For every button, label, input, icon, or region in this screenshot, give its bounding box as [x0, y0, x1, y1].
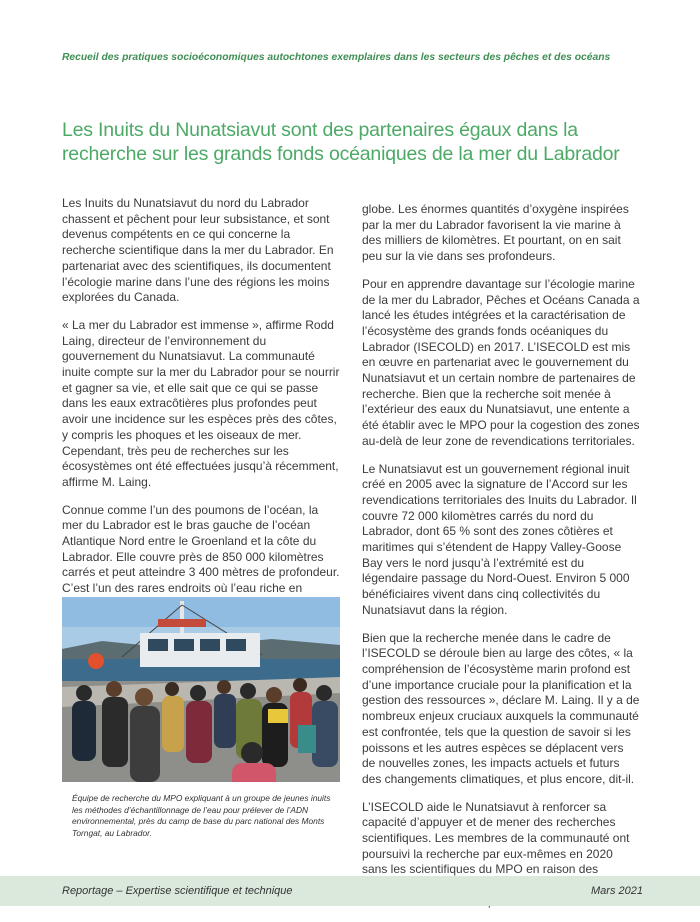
- paragraph: Le Nunatsiavut est un gouvernement régional inuit créé en 2005 avec la signature de l’Accord sur les revendications territoriales des Inuits du Labrador. Il couvre 72 000 kilomètres carrés du nord du Labrador, dont 65 % sont des zones côtières et maritimes qui s’étendent de Happy Valley-Goose Bay vers le nord jusqu’à l’extrémité est du légendaire passage du Nord-Ouest. Environ 5 000 bénéficiaires vivent dans cinq collectivités du Nunatsiavut dans la région.: [362, 461, 637, 617]
- paragraph: Bien que la recherche menée dans le cadre de l’ISECOLD se déroule bien au large des côtes, « la compréhension de l’écosystème marin profond est d’une importance cruciale pour la planification et la gestion des ressources », déclare M. Laing. Il y a de nombreux enjeux cruciaux auxquels la communauté est confrontée, tels que la question de savoir si les poissons et les autres espèces se déplacent vers de nouvelles zones, les impacts actuels et futurs des changements climatiques, et plus encore, dit-il.: [362, 630, 640, 786]
- paragraph: L’ISECOLD aide le Nunatsiavut à renforcer sa capacité d’appuyer et de mener des recherches scientifiques. Les membres de la communauté ont poursuivi la recherche par eux-mêmes en 2020 sans les scientifiques du MPO en raison des: [362, 799, 630, 877]
- page-footer: [0, 876, 700, 906]
- footer-section-label: Reportage – Expertise scientifique et technique: [62, 885, 293, 897]
- footer-date: Mars 2021: [591, 885, 643, 897]
- right-column: [362, 202, 640, 922]
- paragraph: Connue comme l’un des poumons de l’océan, la mer du Labrador est le bras gauche de l’océan Atlantique Nord entre le Groenland et la côte du Labrador. Elle couvre près de 850 000 kilomètres carrés et peut atteindre 3 400 mètres de profondeur. C’est l’un des rares endroits où l’eau riche en: [62, 502, 340, 596]
- running-header: Recueil des pratiques socioéconomiques autochtones exemplaires dans les secteurs des pêches et des océans: [62, 52, 611, 63]
- left-column: [62, 196, 340, 656]
- research-team-photo: [62, 597, 340, 782]
- paragraph: Les Inuits du Nunatsiavut du nord du Labrador chassent et pêchent pour leur subsistance, et sont devenus compétents en ce qui concerne la recherche scientifique dans la mer du Labrador. En partenariat avec des scientifiques, ils documentent l’écologie marine dans l’une des régions les moins explorées du Canada.: [62, 196, 334, 305]
- article-title: Les Inuits du Nunatsiavut sont des partenaires égaux dans la recherche sur les grands fonds océaniques de la mer du Labrador: [62, 119, 620, 165]
- photo-caption: Équipe de recherche du MPO expliquant à un groupe de jeunes inuits les méthodes d’échantillonnage de l’eau pour prélever de l’ADN environnemental, près du camp de base du parc national des Monts Torngat, au Labrador.: [72, 793, 331, 838]
- paragraph: Pour en apprendre davantage sur l’écologie marine de la mer du Labrador, Pêches et Océans Canada a lancé les études intégrées et la caractérisation de l’écosystème des grands fonds océaniques du Labrador (ISECOLD) en 2017. L’ISECOLD est mis en œuvre en partenariat avec le gouvernement du Nunatsiavut et un certain nombre de partenaires de recherche. Bien que la recherche soit menée à l’extérieur des eaux du Nunatsiavut, une entente a été établir avec le MPO pour la cogestion des zones au-delà de leur zone de revendications territoriales.: [362, 276, 640, 448]
- paragraph: globe. Les énormes quantités d’oxygène inspirées par la mer du Labrador favorisent la vie marine à des milliers de kilomètres. Et pourtant, on en sait peu sur la vie dans ses profondeurs.: [362, 202, 629, 264]
- paragraph: « La mer du Labrador est immense », affirme Rodd Laing, directeur de l’environnement du gouvernement du Nunatsiavut. La communauté inuite compte sur la mer du Labrador pour se nourrir et gagner sa vie, et elle sait que ce qui se passe dans les eaux extracôtières plus profondes peut avoir une incidence sur les espèces près des côtes, y compris les phoques et les oiseaux de mer. Cependant, très peu de recherches sur les écosystèmes ont été effectuées jusqu’à récemment, affirme M. Laing.: [62, 317, 340, 489]
